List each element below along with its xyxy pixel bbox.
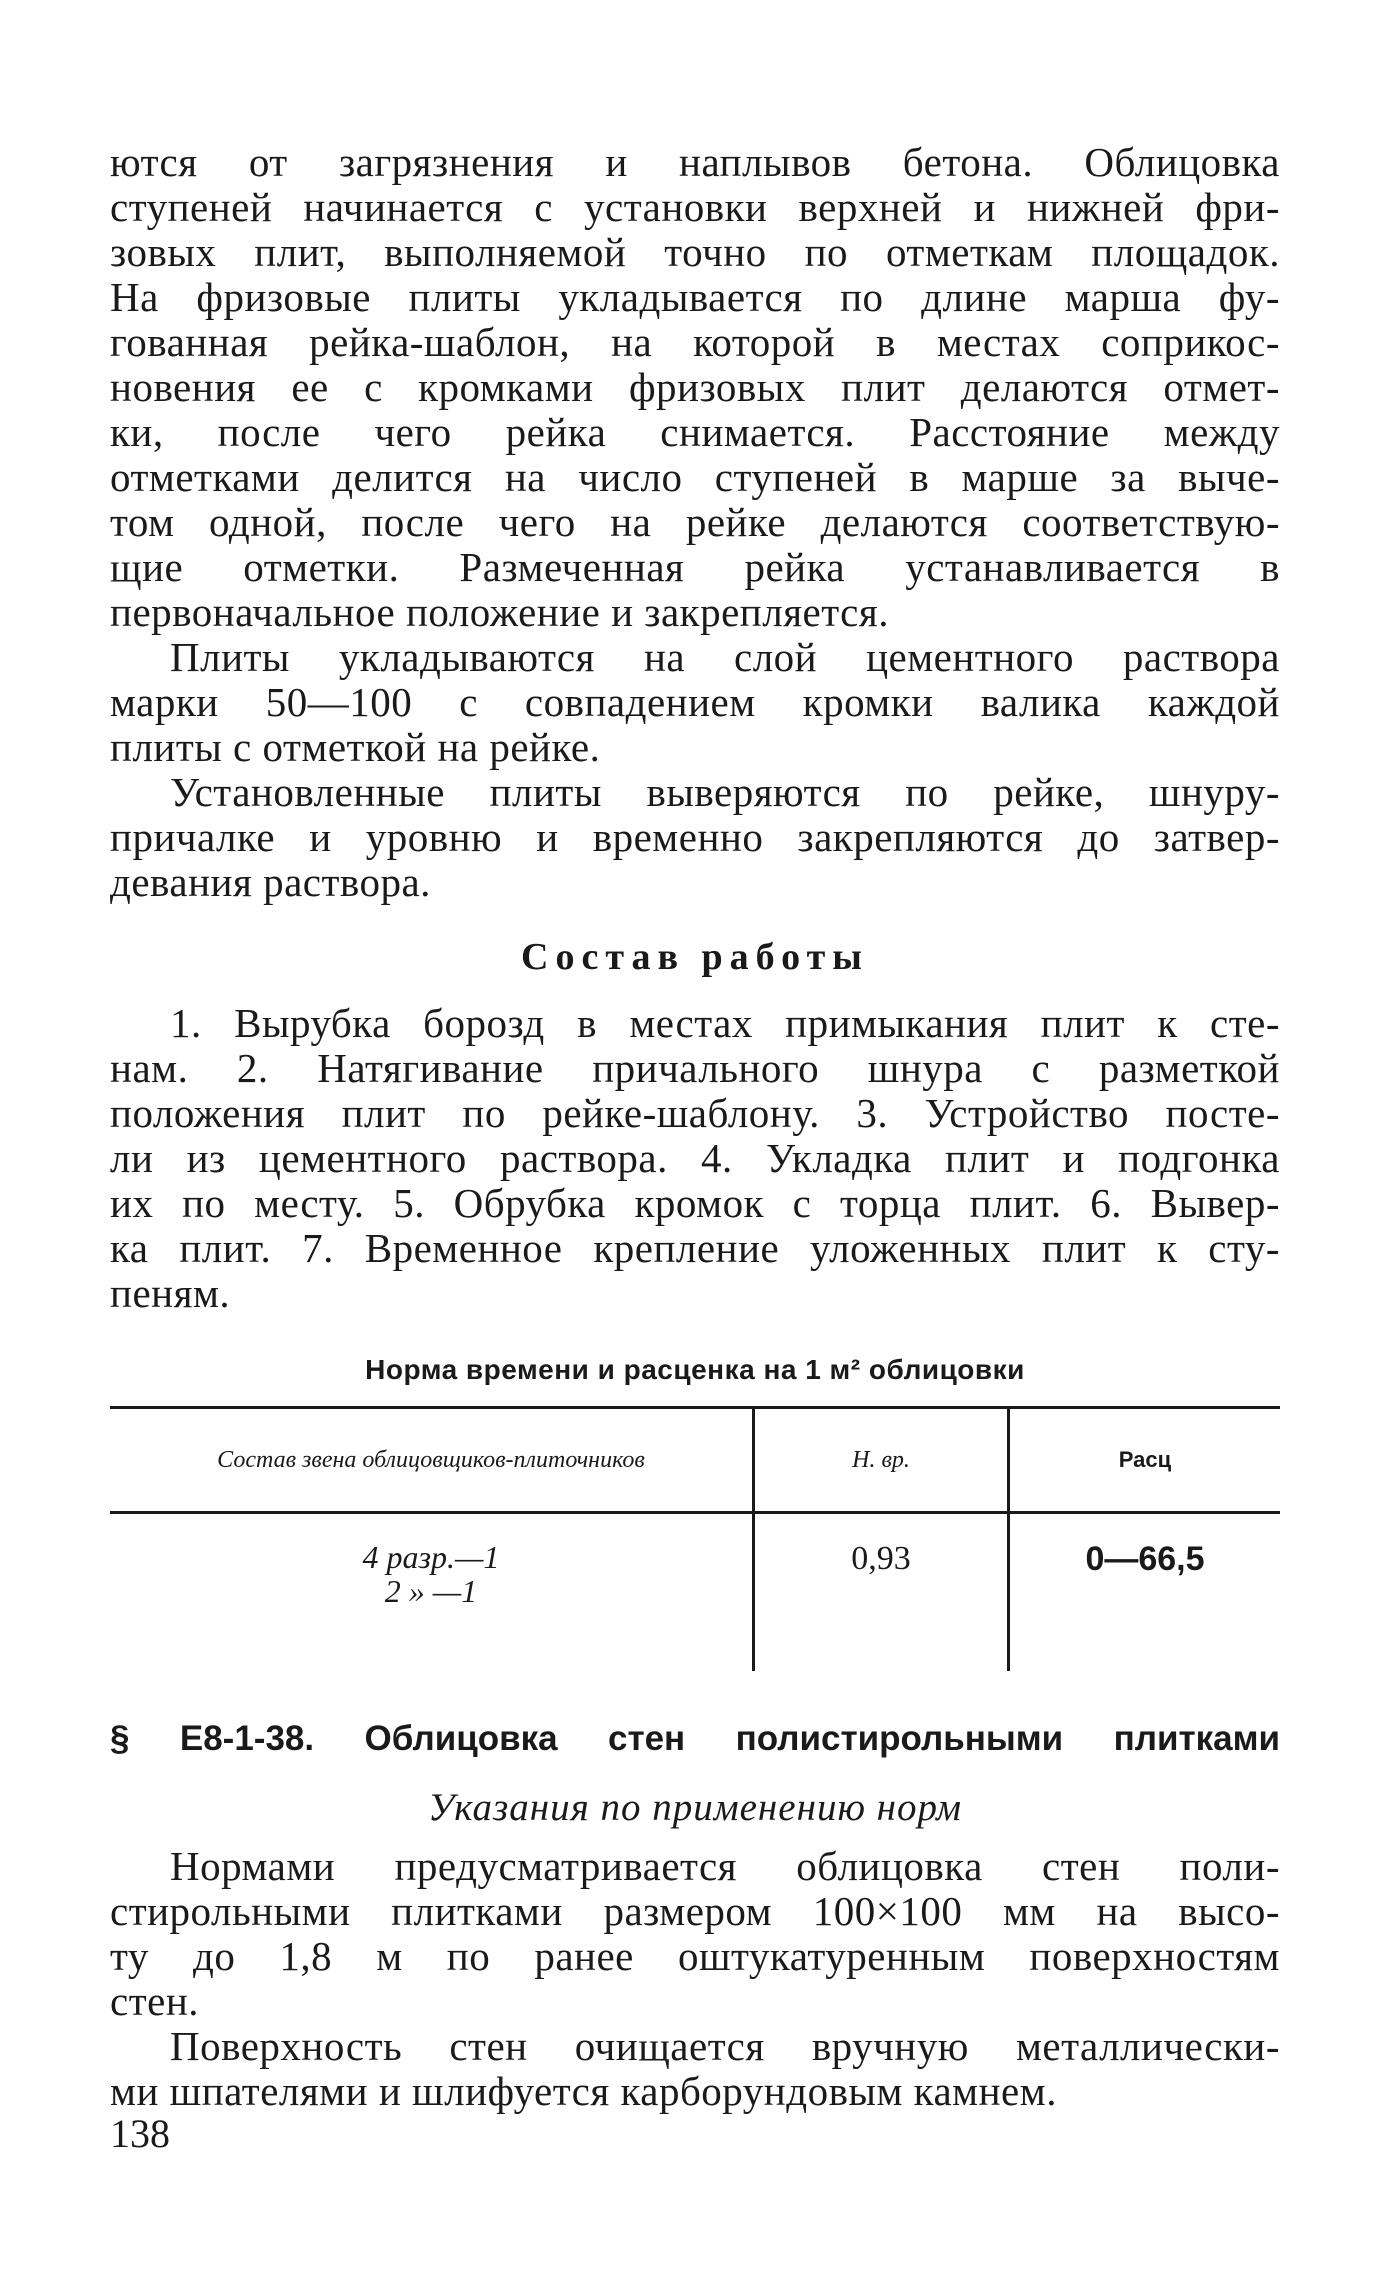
text-line: нам. 2. Натягивание причального шнура с разметкой — [110, 1045, 1280, 1091]
paragraph-steps-facing — [110, 140, 1280, 635]
paragraph-norms-scope — [110, 1844, 1280, 2024]
text-line: положения плит по рейке-шаблону. 3. Устройство посте- — [110, 1090, 1280, 1136]
text-line: стен. — [110, 1978, 200, 2024]
paragraph-plates-laying — [110, 635, 1280, 770]
text-line: На фризовые плиты укладывается по длине марша фу- — [110, 274, 1280, 320]
text-line: стирольными плитками размером 100×100 мм на высо- — [110, 1888, 1280, 1934]
page-body — [110, 140, 1280, 2114]
text-line: их по месту. 5. Обрубка кромок с торца плит. 6. Вывер- — [110, 1180, 1280, 1226]
crew-line: 2 » —1 — [384, 1573, 478, 1609]
text-line: том одной, после чего на рейке делаются соответствую- — [110, 499, 1280, 545]
text-line: девания раствора. — [110, 859, 431, 905]
header-time-norm: Н. вр. — [754, 1408, 1009, 1513]
cell-crew — [110, 1513, 754, 1672]
section-title: § Е8-1-38. Облицовка стен полистирольными плитками — [110, 1719, 1280, 1758]
cell-time-norm: 0,93 — [754, 1513, 1009, 1672]
text-line: ки, после чего рейка снимается. Расстояние между — [110, 409, 1280, 455]
section-subheading: Указания по применению норм — [428, 1786, 962, 1829]
text-line: марки 50—100 с совпадением кромки валика каждой — [110, 679, 1280, 725]
header-crew: Состав звена облицовщиков-плиточников — [110, 1408, 754, 1513]
text-line: ступеней начинается с установки верхней и нижней фри- — [110, 184, 1280, 230]
text-line: отметками делится на число ступеней в марше за выче- — [110, 454, 1280, 500]
paragraph-plates-checking — [110, 770, 1280, 905]
text-line: Установленные плиты выверяются по рейке, шнуру- — [170, 769, 1280, 815]
text-line: зовых плит, выполняемой точно по отметкам площадок. — [110, 229, 1280, 275]
work-composition-heading: Состав работы — [521, 936, 869, 978]
text-line: ли из цементного раствора. 4. Укладка плит и подгонка — [110, 1135, 1280, 1181]
text-line: гованная рейка-шаблон, на которой в местах соприкос- — [110, 319, 1280, 365]
work-composition-list — [110, 1001, 1280, 1316]
header-rate: Расц — [1009, 1408, 1281, 1513]
text-line: ту до 1,8 м по ранее оштукатуренным поверхностям — [110, 1933, 1280, 1979]
table-row — [110, 1513, 1280, 1672]
text-line: плиты с отметкой на рейке. — [110, 724, 601, 770]
text-line: щие отметки. Размеченная рейка устанавливается в — [110, 544, 1280, 590]
text-line: Нормами предусматривается облицовка стен поли- — [170, 1843, 1280, 1889]
text-line: новения ее с кромками фризовых плит делаются отмет- — [110, 364, 1280, 410]
table-caption: Норма времени и расценка на 1 м² облицовки — [365, 1354, 1025, 1385]
text-line: Плиты укладываются на слой цементного раствора — [170, 634, 1280, 680]
table-header-row — [110, 1408, 1280, 1513]
text-line: ми шпателями и шлифуется карборундовым камнем. — [110, 2068, 1057, 2114]
text-line: Поверхность стен очищается вручную металлически- — [170, 2023, 1280, 2069]
norm-table — [110, 1406, 1280, 1671]
text-line: первоначальное положение и закрепляется. — [110, 589, 889, 635]
text-line: ка плит. 7. Временное крепление уложенных плит к сту- — [110, 1225, 1280, 1271]
cell-rate: 0—66,5 — [1085, 1540, 1205, 1578]
text-line: пеням. — [110, 1270, 231, 1316]
text-line: 1. Вырубка борозд в местах примыкания плит к сте- — [170, 1000, 1280, 1046]
text-line: ются от загрязнения и наплывов бетона. Облицовка — [110, 139, 1280, 185]
crew-line: 4 разр.—1 — [362, 1539, 500, 1575]
text-line: причалке и уровню и временно закрепляются до затвер- — [110, 814, 1280, 860]
paragraph-surface-prep — [110, 2024, 1280, 2114]
page-number: 138 — [110, 2111, 170, 2156]
